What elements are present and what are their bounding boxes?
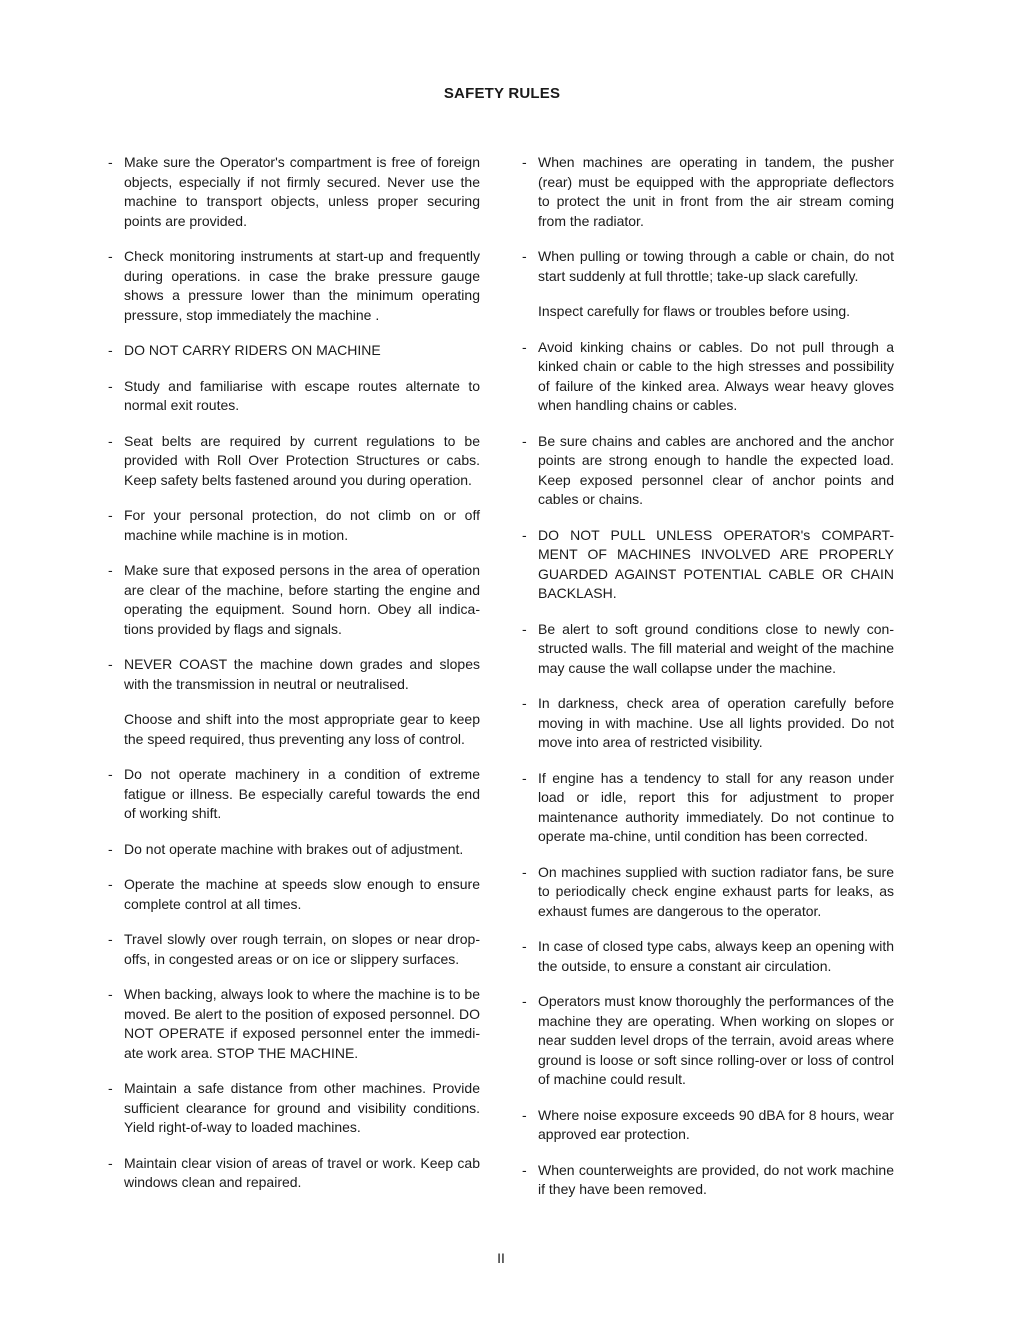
- rule-item: [108, 840, 480, 860]
- bullet-dash: -: [108, 840, 113, 857]
- rule-text: When machines are operating in tandem, the pusher (rear) must be equipped with the appropriate deflectors to protect the unit in front from the air stream coming from the radiator.: [538, 154, 894, 229]
- bullet-dash: -: [522, 432, 527, 449]
- rule-item: [108, 765, 480, 824]
- rule-text: When counterweights are provided, do not work machine if they have been removed.: [538, 1161, 894, 1197]
- bullet-dash: -: [108, 876, 113, 892]
- rule-text: Where noise exposure exceeds 90 dBA for 8 hours, wear approved ear protection.: [538, 1106, 894, 1142]
- bullet-dash: -: [108, 656, 113, 672]
- bullet-dash: -: [108, 507, 113, 523]
- rule-item: [522, 769, 894, 847]
- rule-item: [522, 526, 894, 604]
- rule-text: When backing, always look to where the machine is to be moved. Be alert to the position of exposed personnel. DO NOT OPERATE if exposed personnel enter the immedi-ate work area. STOP THE MACHINE.: [124, 986, 480, 1061]
- rule-item: [108, 432, 480, 491]
- rule-item: [108, 247, 480, 325]
- bullet-dash: -: [522, 938, 527, 954]
- page-number: II: [497, 1250, 505, 1266]
- bullet-dash: -: [522, 1161, 527, 1178]
- rule-item: [108, 875, 480, 914]
- rule-item: [108, 506, 480, 545]
- rule-item: [108, 341, 480, 361]
- rule-text: Do not operate machinery in a condition of extreme fatigue or illness. Be especially careful towards the end of working shift.: [124, 766, 480, 821]
- rule-item: [108, 930, 480, 969]
- rule-text: Maintain a safe distance from other machines. Provide sufficient clearance for ground and visibility conditions. Yield right-of-way to loaded machines.: [124, 1080, 480, 1135]
- rule-item: [522, 620, 894, 679]
- bullet-dash: -: [522, 769, 527, 786]
- rule-text: In darkness, check area of operation carefully before moving in with machine. Use all lights provided. Do not move into area of restricted visibility.: [538, 695, 894, 750]
- rule-item: [522, 338, 894, 416]
- rule-text: Maintain clear vision of areas of travel or work. Keep cab windows clean and repaired.: [124, 1154, 480, 1190]
- bullet-dash: -: [108, 766, 113, 782]
- rule-item: [522, 153, 894, 231]
- bullet-dash: -: [108, 432, 113, 449]
- rule-text: Be alert to soft ground conditions close to newly con-structed walls. The fill material and weight of the machine may cause the wall collapse under the machine.: [538, 620, 894, 676]
- rule-text: Travel slowly over rough terrain, on slopes or near drop-offs, in congested areas or on ice or slippery surfaces.: [124, 931, 480, 967]
- rule-item: [108, 153, 480, 231]
- bullet-dash: -: [522, 338, 527, 355]
- rule-text: DO NOT PULL UNLESS OPERATOR's COMPART-MENT OF MACHINES INVOLVED ARE PROPERLY GUARDED AGAINST POTENTIAL CABLE OR CHAIN BACKLASH.: [538, 526, 894, 601]
- rule-text: When pulling or towing through a cable or chain, do not start suddenly at full throttle; take-up slack carefully.: [538, 248, 894, 284]
- rule-item: [522, 1161, 894, 1200]
- rule-item: [522, 863, 894, 922]
- bullet-dash: -: [108, 154, 113, 170]
- rule-text: NEVER COAST the machine down grades and slopes with the transmission in neutral or neutralised.: [124, 656, 480, 692]
- rule-item: [522, 1106, 894, 1145]
- bullet-dash: -: [108, 1080, 113, 1096]
- bullet-dash: -: [522, 863, 527, 880]
- rule-text: Inspect carefully for flaws or troubles before using.: [538, 303, 851, 319]
- bullet-dash: -: [108, 562, 113, 578]
- rule-text: DO NOT CARRY RIDERS ON MACHINE: [124, 342, 381, 358]
- rule-item: [522, 694, 894, 753]
- rule-text: In case of closed type cabs, always keep an opening with the outside, to ensure a constant air circulation.: [538, 938, 894, 974]
- left-rules-column: [108, 153, 480, 1193]
- rule-item: [108, 377, 480, 416]
- rule-item: [108, 985, 480, 1063]
- bullet-dash: -: [522, 695, 527, 711]
- rule-text: Make sure that exposed persons in the area of operation are clear of the machine, before starting the engine and operating the equipment. Sound horn. Obey all indica-tions provided by flags and signals.: [124, 562, 480, 637]
- rule-item: [522, 992, 894, 1090]
- rule-item: [522, 432, 894, 510]
- rule-item: [108, 1154, 480, 1193]
- rule-text: Be sure chains and cables are anchored and the anchor points are strong enough to handle the expected load. Keep exposed personnel clear of anchor points and cables or chains.: [538, 432, 894, 507]
- bullet-dash: -: [522, 1106, 527, 1123]
- rule-text: Make sure the Operator's compartment is free of foreign objects, especially if not firmly secured. Never use the machine to transport objects, unless proper securing points are provided.: [124, 154, 480, 229]
- bullet-dash: -: [108, 377, 113, 394]
- bullet-dash: -: [522, 620, 527, 637]
- rule-text: Seat belts are required by current regulations to be provided with Roll Over Protection Structures or cabs. Keep safety belts fastened around you during operation.: [124, 432, 480, 488]
- rule-text: Avoid kinking chains or cables. Do not pull through a kinked chain or cable to the high stresses and possibility of failure of the kinked area. Always wear heavy gloves when handling chains or cables.: [538, 338, 894, 413]
- page-title: SAFETY RULES: [443, 85, 561, 102]
- rule-text: Study and familiarise with escape routes alternate to normal exit routes.: [124, 377, 480, 413]
- bullet-dash: -: [522, 993, 527, 1009]
- bullet-dash: -: [108, 1154, 113, 1171]
- bullet-dash: -: [522, 526, 527, 543]
- rule-item: [108, 1079, 480, 1138]
- bullet-dash: -: [522, 154, 527, 170]
- bullet-dash: -: [108, 931, 113, 947]
- rule-text: On machines supplied with suction radiator fans, be sure to periodically check engine exhaust parts for leaks, as exhaust fumes are dangerous to the operator.: [538, 863, 894, 919]
- rule-text: Operate the machine at speeds slow enough to ensure complete control at all times.: [124, 876, 480, 912]
- bullet-dash: -: [108, 986, 113, 1002]
- rule-text: Check monitoring instruments at start-up and frequently during operations. in case the brake pressure gauge shows a pressure lower than the minimum operating pressure, stop immediately the machine .: [124, 248, 480, 323]
- rule-text: For your personal protection, do not climb on or off machine while machine is in motion.: [124, 507, 480, 543]
- bullet-dash: -: [522, 248, 527, 264]
- rule-text: Choose and shift into the most appropriate gear to keep the speed required, thus preventing any loss of control.: [124, 711, 480, 747]
- rule-text: Do not operate machine with brakes out of adjustment.: [124, 840, 464, 857]
- bullet-dash: -: [108, 342, 113, 358]
- rule-item: [108, 655, 480, 749]
- bullet-dash: -: [108, 248, 113, 264]
- rule-text: Operators must know thoroughly the performances of the machine they are operating. When working on slopes or near sudden level drops of the terrain, avoid areas where ground is loose or soft since rolling-over or loss of control of machine could result.: [538, 993, 894, 1087]
- rule-item: [522, 937, 894, 976]
- rule-item: [108, 561, 480, 639]
- rule-item: [522, 247, 894, 322]
- rule-text: If engine has a tendency to stall for any reason under load or idle, report this for adjustment to proper maintenance authority immediately. Do not continue to operate ma-chine, until condition has been corrected.: [538, 769, 894, 844]
- right-rules-column: [522, 153, 894, 1200]
